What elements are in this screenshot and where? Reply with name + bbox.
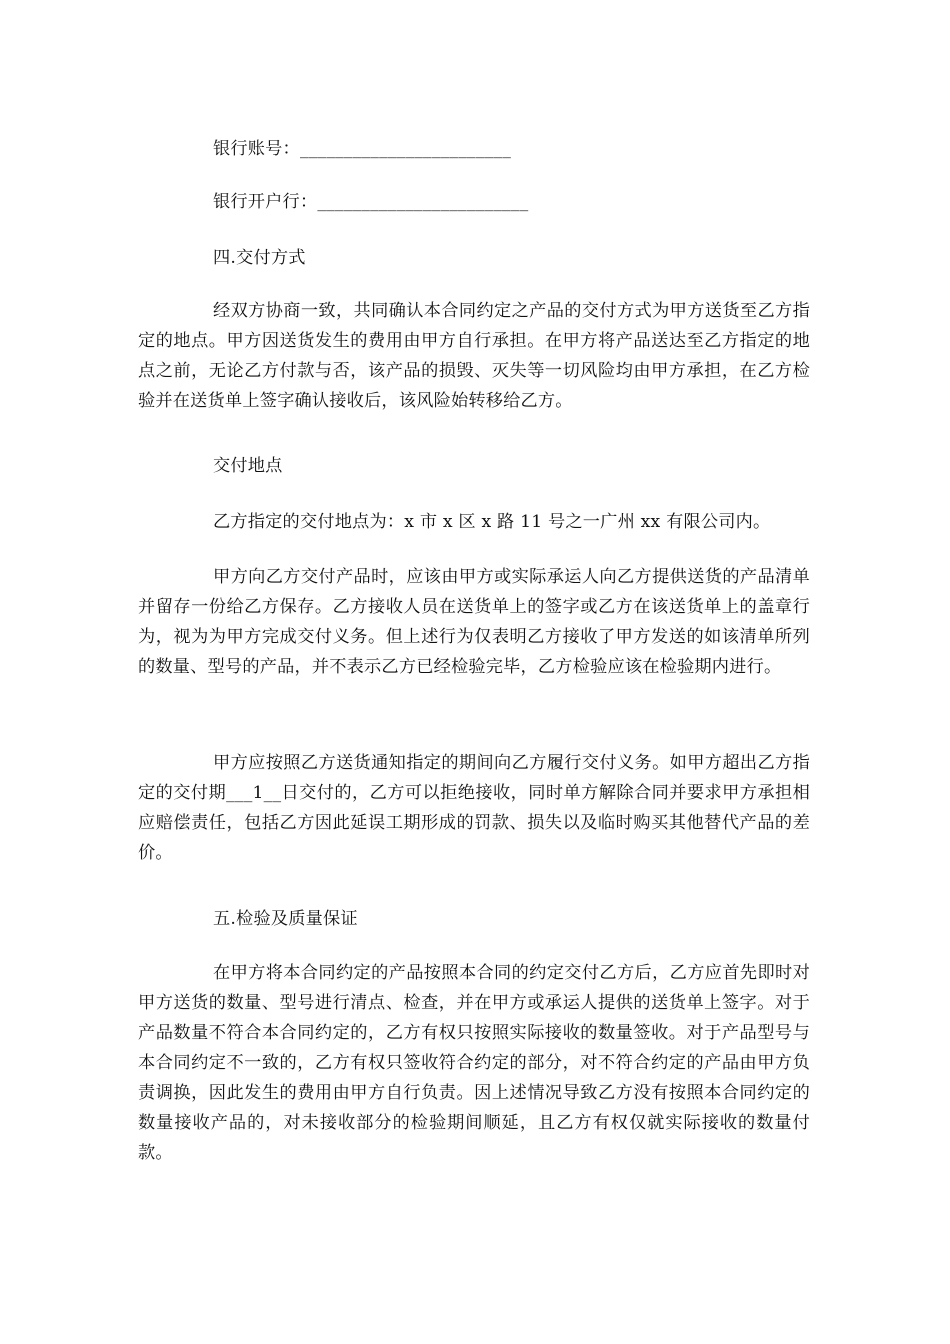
- delivery-place-heading: 交付地点: [213, 456, 283, 476]
- delivery-method-paragraph: 经双方协商一致，共同确认本合同约定之产品的交付方式为甲方送货至乙方指定的地点。甲方因送货发生的费用由甲方自行承担。在甲方将产品送达至乙方指定的地点之前，无论乙方付款与否，该产品的损毁、灭失等一切风险均由甲方承担，在乙方检验并在送货单上签字确认接收后，该风险始转移给乙方。: [138, 301, 810, 411]
- delivery-list-paragraph: 甲方向乙方交付产品时，应该由甲方或实际承运人向乙方提供送货的产品清单并留存一份给乙方保存。乙方接收人员在送货单上的签字或乙方在该送货单上的盖章行为，视为为甲方完成交付义务。但上述行为仅表明乙方接收了甲方发送的如该清单所列的数量、型号的产品，并不表示乙方已经检验完毕，乙方检验应该在检验期内进行。: [138, 567, 810, 677]
- bank-account-line: 银行账号：________________________: [213, 139, 511, 159]
- section-4-heading: 四.交付方式: [213, 248, 306, 268]
- bank-branch-line: 银行开户行：________________________: [213, 192, 529, 212]
- delivery-place-paragraph: 乙方指定的交付地点为：x 市 x 区 x 路 11 号之一广州 xx 有限公司内。: [213, 512, 771, 532]
- delivery-period-paragraph: 甲方应按照乙方送货通知指定的期间向乙方履行交付义务。如甲方超出乙方指定的交付期___1__日交付的，乙方可以拒绝接收，同时单方解除合同并要求甲方承担相应赔偿责任，包括乙方因此延误工期形成的罚款、损失以及临时购买其他替代产品的差价。: [138, 753, 810, 863]
- inspection-paragraph: 在甲方将本合同约定的产品按照本合同的约定交付乙方后，乙方应首先即时对甲方送货的数量、型号进行清点、检查，并在甲方或承运人提供的送货单上签字。对于产品数量不符合本合同约定的，乙方有权只按照实际接收的数量签收。对于产品型号与本合同约定不一致的，乙方有权只签收符合约定的部分，对不符合约定的产品由甲方负责调换，因此发生的费用由甲方自行负责。因上述情况导致乙方没有按照本合同约定的数量接收产品的，对未接收部分的检验期间顺延，且乙方有权仅就实际接收的数量付款。: [138, 963, 810, 1163]
- section-5-heading: 五.检验及质量保证: [213, 909, 358, 929]
